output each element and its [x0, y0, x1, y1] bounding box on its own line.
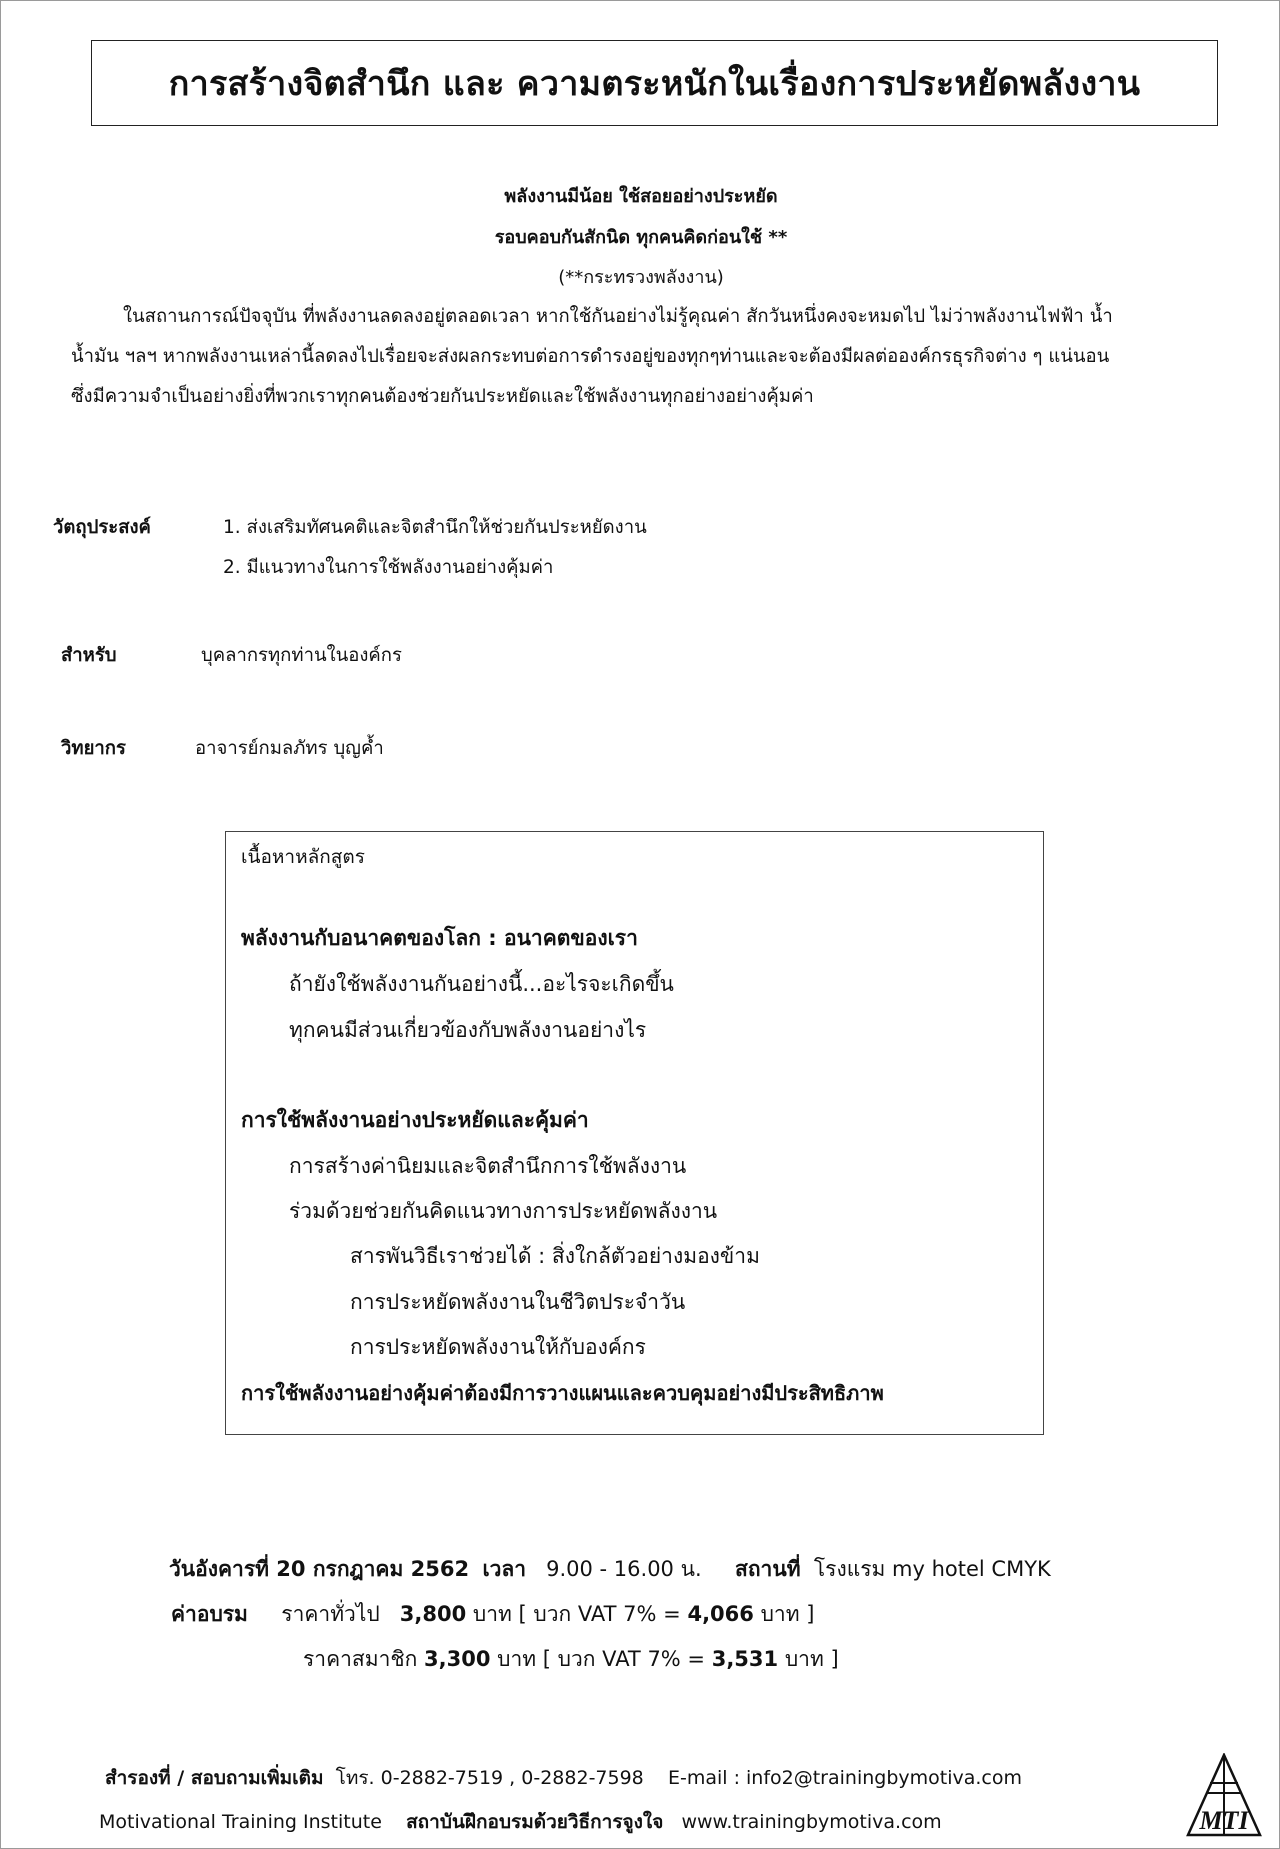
schedule-place-label: สถานที่	[735, 1557, 801, 1581]
objective-label: วัตถุประสงค์	[53, 517, 151, 538]
institute-name-en: Motivational Training Institute	[99, 1811, 382, 1833]
website-link[interactable]: www.trainingbymotiva.com	[681, 1811, 942, 1833]
contact-line	[105, 1763, 1022, 1793]
institute-name-th: สถาบันฝึกอบรมด้วยวิธีการจูงใจ	[406, 1811, 664, 1833]
content-heading: เนื้อหาหลักสูตร	[241, 846, 365, 868]
mti-logo-icon	[1184, 1753, 1264, 1839]
institute-line	[99, 1807, 942, 1837]
objective-item-2: 2. มีแนวทางในการใช้พลังงานอย่างคุ้มค่า	[223, 557, 554, 578]
fee-general-total: 4,066	[687, 1602, 754, 1626]
content-section-1-item-2: ทุกคนมีส่วนเกี่ยวข้องกับพลังงานอย่างไร	[289, 1018, 647, 1042]
intro-line-1: ในสถานการณ์ปัจจุบัน ที่พลังงานลดลงอยู่ตลอดเวลา หากใช้กันอย่างไม่รู้คุณค่า สักวันหนึ่งคงจะหมดไป ไม่ว่าพลังงานไฟฟ้า น้ำ	[123, 306, 1113, 327]
speaker-label: วิทยากร	[61, 738, 126, 759]
course-content-box	[225, 831, 1044, 1435]
fee-member-price: 3,300	[424, 1647, 491, 1671]
fee-member-total: 3,531	[711, 1647, 779, 1671]
page-title: การสร้างจิตสำนึก และ ความตระหนักในเรื่องการประหยัดพลังงาน	[168, 64, 1141, 104]
fee-member-vat-post: บาท ]	[784, 1647, 839, 1671]
intro-line-3: ซึ่งมีความจำเป็นอย่างยิ่งที่พวกเราทุกคนต้องช่วยกันประหยัดและใช้พลังงานทุกอย่างอย่างคุ้มค่า	[71, 386, 814, 407]
content-section-2-sub-2: การประหยัดพลังงานในชีวิตประจำวัน	[350, 1290, 686, 1314]
schedule-place: โรงแรม my hotel CMYK	[813, 1557, 1051, 1581]
fee-general-line	[171, 1598, 814, 1631]
content-section-1: พลังงานกับอนาคตของโลก : อนาคตของเรา	[241, 926, 638, 950]
title-box	[91, 40, 1218, 126]
content-section-2-item-2: ร่วมด้วยช่วยกันคิดแนวทางการประหยัดพลังงาน	[289, 1199, 718, 1223]
content-section-3: การใช้พลังงานอย่างคุ้มค่าต้องมีการวางแผนและควบคุมอย่างมีประสิทธิภาพ	[241, 1381, 884, 1405]
fee-label: ค่าอบรม	[171, 1602, 248, 1626]
fee-member-label: ราคาสมาชิก	[303, 1647, 418, 1671]
fee-general-vat-post: บาท ]	[760, 1602, 815, 1626]
slogan-line-1: พลังงานมีน้อย ใช้สอยอย่างประหยัด	[504, 186, 778, 207]
intro-paragraph	[71, 297, 1231, 417]
schedule-time-label: เวลา	[482, 1557, 527, 1581]
content-section-2: การใช้พลังงานอย่างประหยัดและคุ้มค่า	[241, 1108, 589, 1132]
content-section-2-sub-1: สารพันวิธีเราช่วยได้ : สิ่งใกล้ตัวอย่างมองข้าม	[350, 1244, 760, 1268]
audience-value: บุคลากรทุกท่านในองค์กร	[201, 645, 402, 666]
schedule-time: 9.00 - 16.00 น.	[546, 1557, 702, 1581]
fee-general-vat-pre: บาท [ บวก VAT 7% =	[472, 1602, 681, 1626]
content-section-1-item-1: ถ้ายังใช้พลังงานกันอย่างนี้...อะไรจะเกิดขึ้น	[289, 972, 674, 996]
objective-item-1: 1. ส่งเสริมทัศนคติและจิตสำนึกให้ช่วยกันประหยัดงาน	[223, 517, 647, 538]
content-section-2-sub-3: การประหยัดพลังงานให้กับองค์กร	[350, 1335, 646, 1359]
schedule-date: วันอังคารที่ 20 กรกฎาคม 2562	[169, 1557, 470, 1581]
slogan-source: (**กระทรวงพลังงาน)	[558, 267, 724, 288]
audience-label: สำหรับ	[61, 645, 117, 666]
fee-member-line	[303, 1643, 839, 1676]
contact-phone: โทร. 0-2882-7519 , 0-2882-7598	[335, 1767, 644, 1789]
fee-general-price: 3,800	[399, 1602, 467, 1626]
intro-line-2: น้ำมัน ฯลฯ หากพลังงานเหล่านี้ลดลงไปเรื่อยจะส่งผลกระทบต่อการดำรงอยู่ของทุกๆท่านและจะต้องมีผลต่อองค์กรธุรกิจต่าง ๆ แน่นอน	[71, 346, 1110, 367]
speaker-value: อาจารย์กมลภัทร บุญค้ำ	[195, 738, 384, 759]
logo-text: MTI	[1199, 1806, 1249, 1835]
fee-general-label: ราคาทั่วไป	[281, 1602, 380, 1626]
schedule-line	[169, 1553, 1051, 1586]
contact-reserve-label: สำรองที่ / สอบถามเพิ่มเติม	[105, 1767, 324, 1789]
content-section-2-item-1: การสร้างค่านิยมและจิตสำนึกการใช้พลังงาน	[289, 1154, 687, 1178]
slogan-line-2: รอบคอบกันสักนิด ทุกคนคิดก่อนใช้ **	[494, 227, 788, 248]
fee-member-vat-pre: บาท [ บวก VAT 7% =	[497, 1647, 706, 1671]
contact-email[interactable]: E-mail : info2@trainingbymotiva.com	[667, 1767, 1023, 1789]
